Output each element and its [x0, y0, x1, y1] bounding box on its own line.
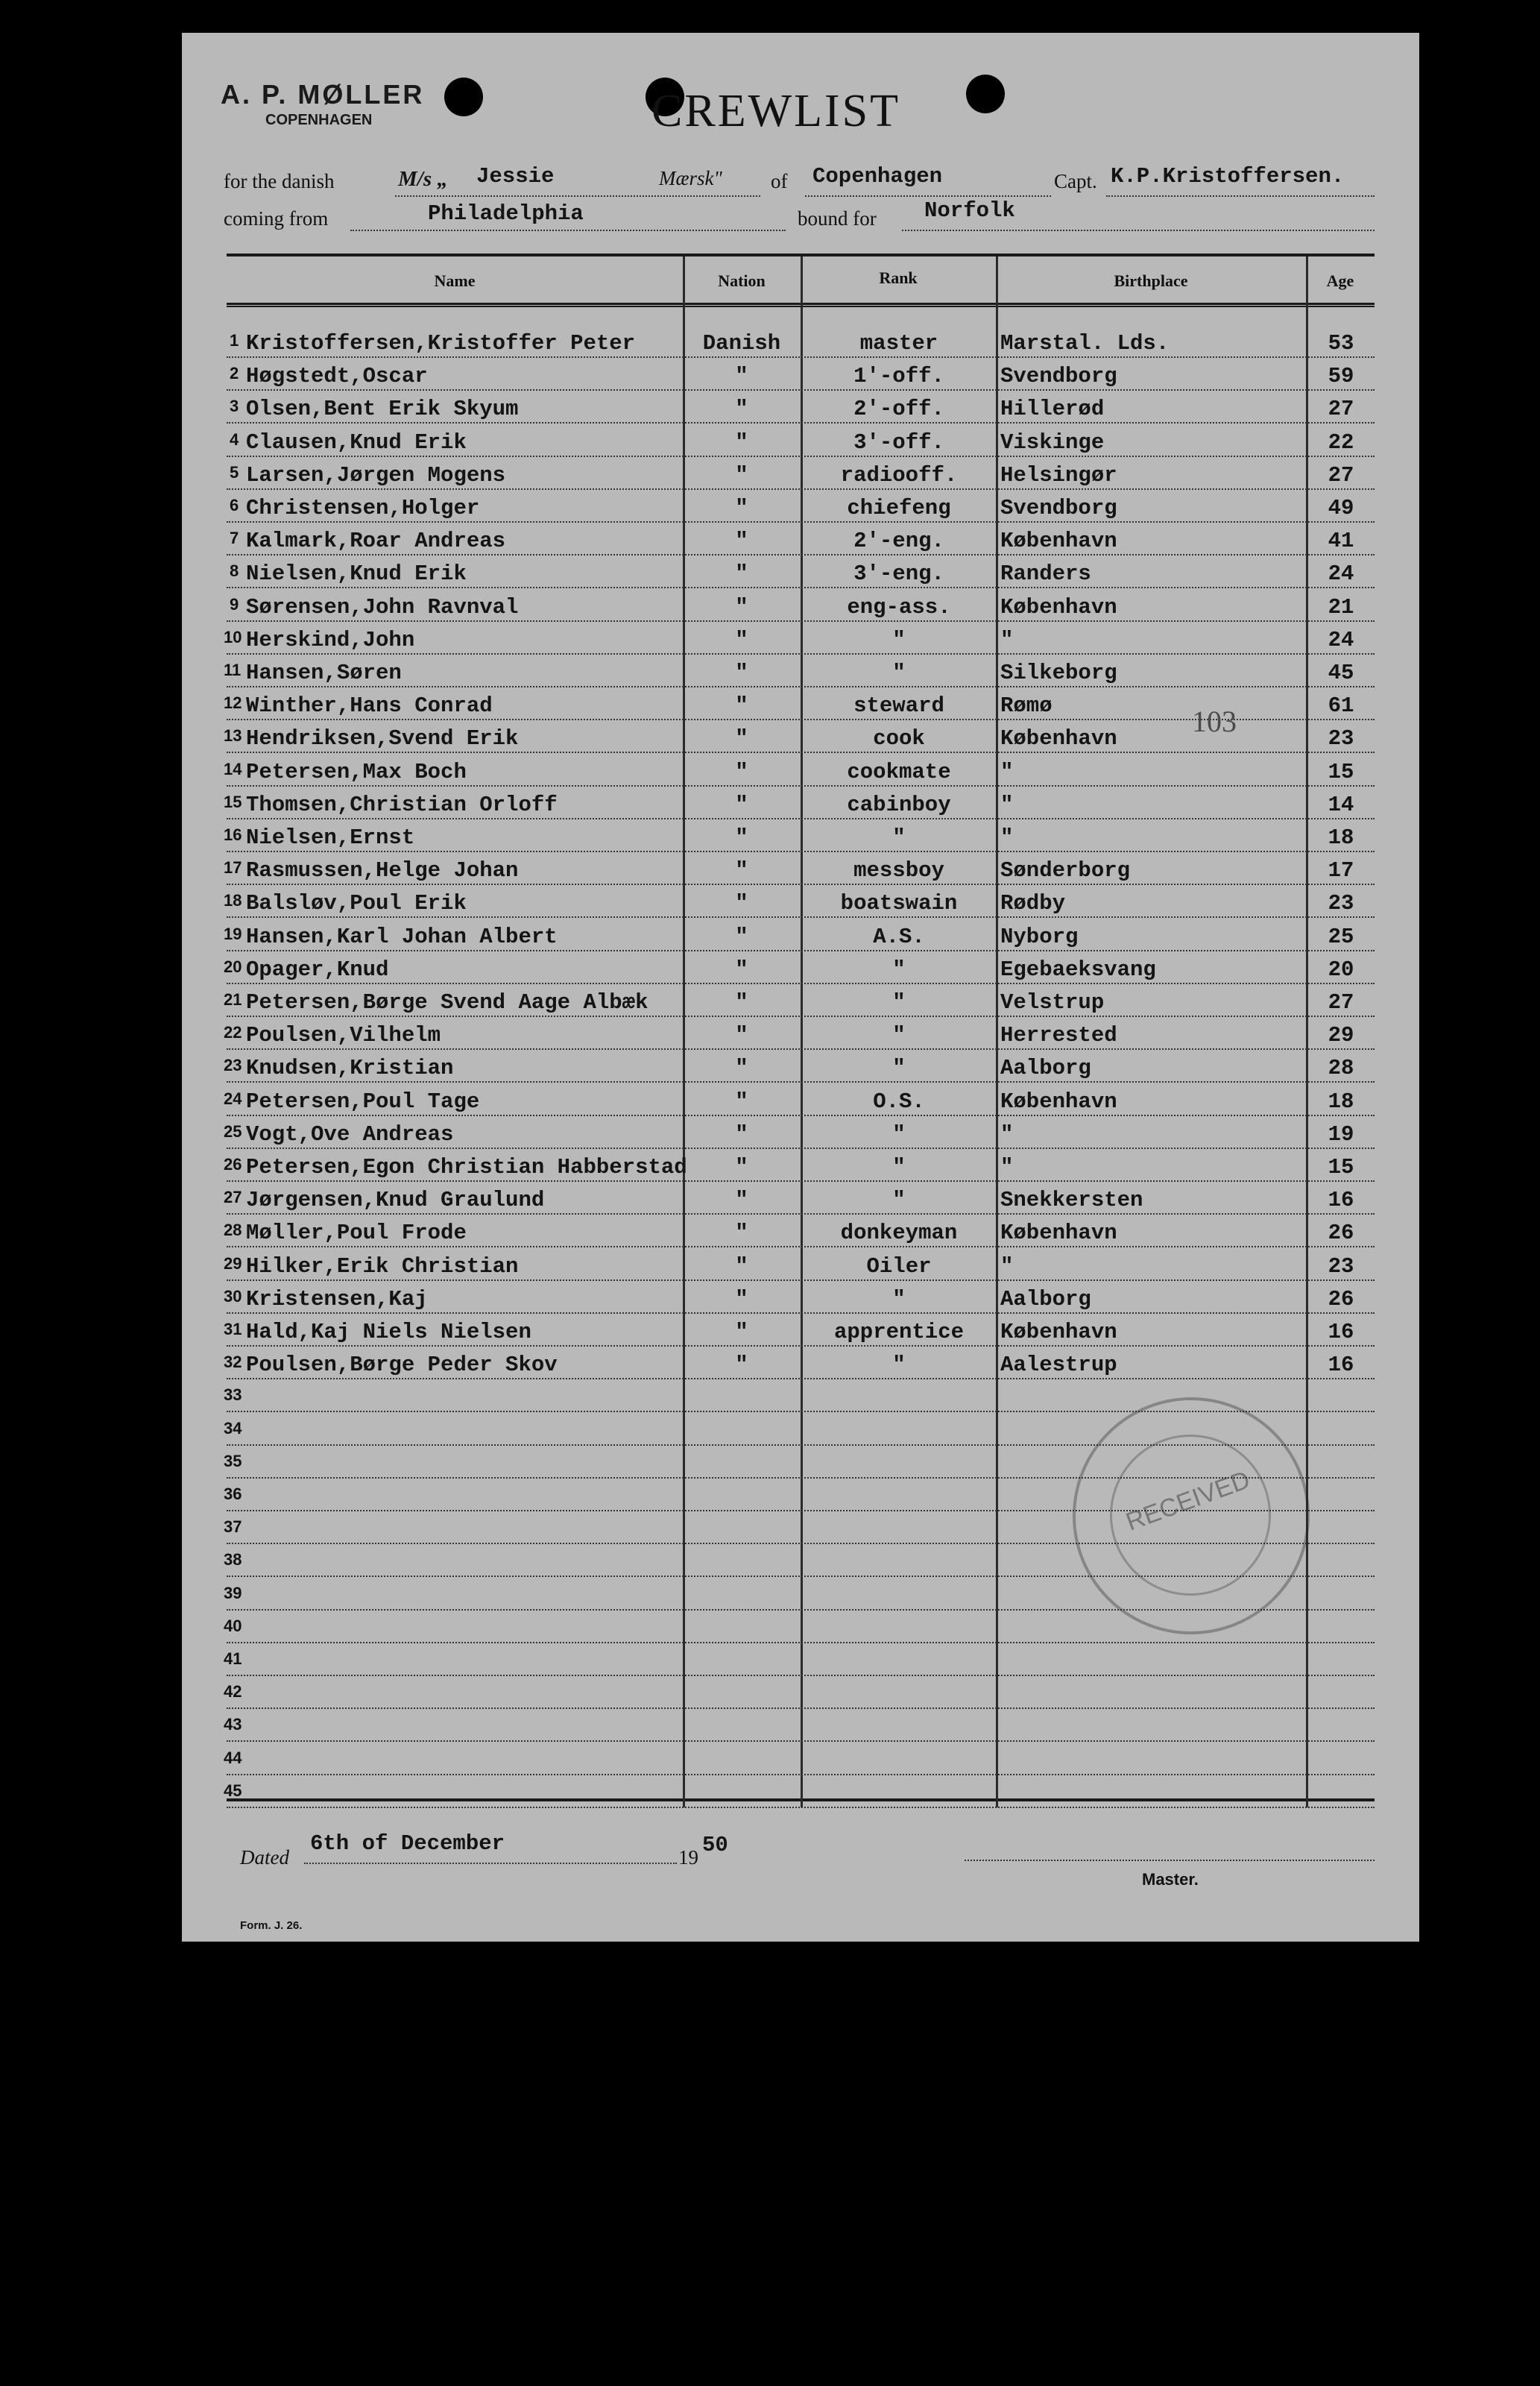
crew-birthplace: København — [1000, 1320, 1117, 1344]
row-rule — [227, 1312, 1375, 1314]
row-rule — [227, 1675, 1375, 1676]
crew-nation: " — [735, 1122, 748, 1147]
crew-birthplace: Velstrup — [1000, 990, 1105, 1015]
crew-birthplace: Randers — [1000, 561, 1091, 586]
crew-age: 27 — [1328, 397, 1354, 421]
crew-nation: " — [735, 1353, 748, 1377]
crew-name: Petersen,Egon Christian Habberstad — [246, 1155, 687, 1180]
crew-nation: " — [735, 1254, 748, 1279]
row-number: 10 — [224, 628, 242, 646]
crew-age: 26 — [1328, 1221, 1354, 1245]
crew-age: 16 — [1328, 1188, 1354, 1212]
row-rule — [227, 521, 1375, 523]
crew-nation: Danish — [702, 331, 781, 356]
row-number: 23 — [224, 1056, 242, 1074]
crew-name: Hansen,Søren — [246, 661, 402, 685]
crew-rank: " — [892, 957, 906, 982]
row-number: 24 — [224, 1089, 242, 1108]
row-number: 28 — [224, 1221, 242, 1239]
row-rule — [227, 818, 1375, 819]
crew-birthplace: Rødby — [1000, 891, 1066, 916]
row-number: 37 — [224, 1517, 242, 1536]
row-rule — [227, 686, 1375, 687]
column-header-rank: Rank — [879, 268, 918, 287]
row-number: 17 — [224, 858, 242, 877]
crew-rank: " — [892, 990, 906, 1015]
row-number: 18 — [224, 891, 242, 910]
row-number: 43 — [224, 1715, 242, 1734]
label-bound-for: bound for — [798, 207, 877, 230]
row-rule — [227, 422, 1375, 424]
captain-name: K.P.Kristoffersen. — [1111, 164, 1345, 189]
row-rule — [227, 1016, 1375, 1017]
crew-birthplace: " — [1000, 628, 1014, 652]
row-number: 4 — [230, 430, 239, 449]
row-number: 38 — [224, 1550, 242, 1569]
crew-birthplace: København — [1000, 595, 1117, 620]
row-number: 20 — [224, 957, 242, 976]
row-rule — [227, 1378, 1375, 1379]
crew-age: 17 — [1328, 858, 1354, 883]
crew-birthplace: " — [1000, 760, 1014, 784]
row-number: 22 — [224, 1023, 242, 1042]
crew-birthplace: " — [1000, 1155, 1014, 1180]
crew-age: 28 — [1328, 1056, 1354, 1080]
crew-nation: " — [735, 397, 748, 421]
crew-age: 41 — [1328, 529, 1354, 553]
crew-rank: master — [859, 331, 938, 356]
row-number: 2 — [230, 364, 239, 383]
crew-name: Kalmark,Roar Andreas — [246, 529, 506, 553]
row-number: 30 — [224, 1287, 242, 1306]
company-name: A. P. MØLLER — [221, 79, 425, 110]
crew-rank: cabinboy — [847, 793, 951, 817]
row-number: 42 — [224, 1682, 242, 1701]
crew-age: 25 — [1328, 925, 1354, 949]
crew-birthplace: Silkeborg — [1000, 661, 1117, 685]
crew-name: Larsen,Jørgen Mogens — [246, 463, 506, 488]
crew-birthplace: København — [1000, 1221, 1117, 1245]
crew-age: 23 — [1328, 891, 1354, 916]
crew-age: 26 — [1328, 1287, 1354, 1312]
crew-nation: " — [735, 693, 748, 718]
row-number: 29 — [224, 1254, 242, 1273]
row-number: 33 — [224, 1385, 242, 1404]
column-header-birthplace: Birthplace — [1114, 271, 1188, 290]
crew-age: 59 — [1328, 364, 1354, 388]
column-header-nation: Nation — [718, 271, 766, 290]
row-rule — [227, 851, 1375, 852]
crew-name: Winther,Hans Conrad — [246, 693, 493, 718]
crew-nation: " — [735, 529, 748, 553]
row-rule — [227, 916, 1375, 918]
crew-name: Opager,Knud — [246, 957, 389, 982]
crew-nation: " — [735, 990, 748, 1015]
crew-nation: " — [735, 561, 748, 586]
crew-rank: Oiler — [866, 1254, 932, 1279]
column-header-age: Age — [1326, 271, 1354, 290]
crew-name: Thomsen,Christian Orloff — [246, 793, 558, 817]
crew-age: 15 — [1328, 760, 1354, 784]
page-number-annotation: 103 — [1192, 705, 1237, 738]
crew-birthplace: " — [1000, 825, 1014, 850]
crew-birthplace: " — [1000, 793, 1014, 817]
crew-birthplace: Svendborg — [1000, 496, 1117, 520]
crew-nation: " — [735, 595, 748, 620]
signature-line — [965, 1860, 1375, 1861]
bound-for-value: Norfolk — [924, 198, 1015, 223]
crew-rank: " — [892, 1056, 906, 1080]
crew-rank: " — [892, 1287, 906, 1312]
crew-birthplace: " — [1000, 1254, 1014, 1279]
crew-nation: " — [735, 760, 748, 784]
row-number: 41 — [224, 1649, 242, 1668]
row-number: 8 — [230, 561, 239, 580]
coming-from-value: Philadelphia — [428, 201, 584, 226]
row-rule — [227, 1148, 1375, 1149]
row-rule — [227, 488, 1375, 490]
crew-name: Hald,Kaj Niels Nielsen — [246, 1320, 531, 1344]
crew-age: 22 — [1328, 430, 1354, 455]
crew-age: 18 — [1328, 1089, 1354, 1114]
row-rule — [227, 620, 1375, 622]
crew-name: Nielsen,Knud Erik — [246, 561, 467, 586]
crew-name: Knudsen,Kristian — [246, 1056, 454, 1080]
crew-nation: " — [735, 463, 748, 488]
vessel-name: Jessie — [476, 164, 555, 189]
crew-age: 19 — [1328, 1122, 1354, 1147]
crew-rank: cookmate — [847, 760, 951, 784]
crew-age: 24 — [1328, 561, 1354, 586]
crew-rank: 3'-eng. — [853, 561, 944, 586]
crew-name: Møller,Poul Frode — [246, 1221, 467, 1245]
crew-age: 23 — [1328, 726, 1354, 751]
crew-age: 45 — [1328, 661, 1354, 685]
crew-rank: 2'-off. — [853, 397, 944, 421]
label-for-the-danish: for the danish — [224, 170, 335, 192]
crew-name: Olsen,Bent Erik Skyum — [246, 397, 519, 421]
crew-name: Christensen,Holger — [246, 496, 480, 520]
row-rule — [227, 1807, 1375, 1808]
crew-name: Sørensen,John Ravnval — [246, 595, 519, 620]
row-rule — [227, 1707, 1375, 1709]
row-number: 34 — [224, 1419, 242, 1438]
row-rule — [227, 884, 1375, 885]
crew-rank: " — [892, 1122, 906, 1147]
crew-name: Hendriksen,Svend Erik — [246, 726, 519, 751]
crew-nation: " — [735, 628, 748, 652]
crew-nation: " — [735, 957, 748, 982]
row-rule — [227, 1774, 1375, 1775]
row-number: 6 — [230, 496, 239, 514]
crew-birthplace: København — [1000, 726, 1117, 751]
crew-age: 16 — [1328, 1353, 1354, 1377]
crew-rank: eng-ass. — [847, 595, 951, 620]
crew-rank: " — [892, 628, 906, 652]
row-rule — [227, 1213, 1375, 1215]
row-rule — [227, 1642, 1375, 1643]
crew-nation: " — [735, 496, 748, 520]
crew-nation: " — [735, 925, 748, 949]
crew-age: 53 — [1328, 331, 1354, 356]
crew-age: 15 — [1328, 1155, 1354, 1180]
crew-name: Petersen,Poul Tage — [246, 1089, 480, 1114]
crew-age: 27 — [1328, 990, 1354, 1015]
crew-birthplace: Hillerød — [1000, 397, 1105, 421]
crew-nation: " — [735, 430, 748, 455]
row-number: 32 — [224, 1353, 242, 1371]
crew-name: Rasmussen,Helge Johan — [246, 858, 519, 883]
crew-birthplace: Rømø — [1000, 693, 1053, 718]
crew-rank: 1'-off. — [853, 364, 944, 388]
crew-birthplace: " — [1000, 1122, 1014, 1147]
row-number: 35 — [224, 1452, 242, 1470]
row-number: 7 — [230, 529, 239, 547]
crew-birthplace: Viskinge — [1000, 430, 1105, 455]
crew-rank: A.S. — [873, 925, 925, 949]
row-rule — [227, 554, 1375, 555]
crew-nation: " — [735, 825, 748, 850]
stamp-text: RECEIVED — [1122, 1465, 1254, 1537]
crew-age: 14 — [1328, 793, 1354, 817]
crew-rank: 3'-off. — [853, 430, 944, 455]
crew-name: Balsløv,Poul Erik — [246, 891, 467, 916]
row-rule — [227, 983, 1375, 984]
crew-rank: O.S. — [873, 1089, 925, 1114]
vessel-suffix: Mærsk" — [659, 167, 722, 189]
row-number: 11 — [224, 661, 242, 679]
crew-name: Hilker,Erik Christian — [246, 1254, 519, 1279]
crew-rank: 2'-eng. — [853, 529, 944, 553]
form-code: Form. J. 26. — [240, 1919, 303, 1932]
row-number: 5 — [230, 463, 239, 482]
crew-rank: " — [892, 1023, 906, 1048]
crew-nation: " — [735, 1023, 748, 1048]
home-port: Copenhagen — [812, 164, 943, 189]
row-rule — [227, 785, 1375, 787]
row-number: 27 — [224, 1188, 242, 1206]
crew-birthplace: Sønderborg — [1000, 858, 1131, 883]
label-dated: Dated — [240, 1846, 289, 1869]
crew-birthplace: Aalestrup — [1000, 1353, 1117, 1377]
row-number: 14 — [224, 760, 242, 778]
row-number: 12 — [224, 693, 242, 712]
crew-name: Kristensen,Kaj — [246, 1287, 428, 1312]
crew-nation: " — [735, 1056, 748, 1080]
crew-birthplace: København — [1000, 529, 1117, 553]
crew-name: Poulsen,Børge Peder Skov — [246, 1353, 558, 1377]
crew-age: 27 — [1328, 463, 1354, 488]
column-header-name: Name — [434, 271, 476, 290]
row-rule — [227, 1279, 1375, 1281]
row-number: 9 — [230, 595, 239, 614]
underline — [304, 1863, 677, 1864]
row-number: 25 — [224, 1122, 242, 1141]
crew-name: Høgstedt,Oscar — [246, 364, 428, 388]
row-number: 21 — [224, 990, 242, 1009]
crew-birthplace: Svendborg — [1000, 364, 1117, 388]
crew-nation: " — [735, 1188, 748, 1212]
row-rule — [227, 950, 1375, 951]
crew-rank: " — [892, 1188, 906, 1212]
crew-name: Petersen,Max Boch — [246, 760, 467, 784]
row-rule — [227, 1740, 1375, 1742]
crew-age: 29 — [1328, 1023, 1354, 1048]
row-rule — [227, 1081, 1375, 1083]
company-city: COPENHAGEN — [265, 112, 373, 128]
label-master: Master. — [1142, 1870, 1199, 1889]
crew-rank: cook — [873, 726, 925, 751]
crew-birthplace: Aalborg — [1000, 1287, 1091, 1312]
row-rule — [227, 653, 1375, 655]
crew-name: Poulsen,Vilhelm — [246, 1023, 441, 1048]
crew-age: 20 — [1328, 957, 1354, 982]
crew-age: 16 — [1328, 1320, 1354, 1344]
year-prefix: 19 — [678, 1846, 698, 1869]
row-number: 45 — [224, 1781, 242, 1800]
row-rule — [227, 587, 1375, 588]
crew-birthplace: København — [1000, 1089, 1117, 1114]
row-number: 15 — [224, 793, 242, 811]
crew-age: 21 — [1328, 595, 1354, 620]
label-capt: Capt. — [1054, 170, 1097, 192]
year-suffix: 50 — [702, 1833, 728, 1857]
row-rule — [227, 456, 1375, 457]
row-number: 13 — [224, 726, 242, 745]
crew-nation: " — [735, 858, 748, 883]
row-number: 40 — [224, 1617, 242, 1635]
row-number: 44 — [224, 1748, 242, 1767]
crew-rank: " — [892, 1353, 906, 1377]
row-number: 3 — [230, 397, 239, 415]
crew-rank: chiefeng — [847, 496, 951, 520]
label-of: of — [771, 170, 788, 192]
crew-rank: " — [892, 1155, 906, 1180]
crew-rank: boatswain — [840, 891, 958, 916]
crew-name: Hansen,Karl Johan Albert — [246, 925, 558, 949]
row-rule — [227, 1115, 1375, 1116]
crew-birthplace: Aalborg — [1000, 1056, 1091, 1080]
row-rule — [227, 1048, 1375, 1050]
crew-birthplace: Nyborg — [1000, 925, 1079, 949]
crew-nation: " — [735, 1155, 748, 1180]
crew-nation: " — [735, 726, 748, 751]
crew-birthplace: Marstal. Lds. — [1000, 331, 1170, 356]
crew-nation: " — [735, 793, 748, 817]
crew-rank: " — [892, 825, 906, 850]
crew-name: Clausen,Knud Erik — [246, 430, 467, 455]
crew-rank: radiooff. — [840, 463, 958, 488]
label-coming-from: coming from — [224, 207, 329, 230]
row-rule — [227, 1345, 1375, 1347]
row-number: 19 — [224, 925, 242, 943]
document-title: CREWLIST — [651, 86, 900, 136]
row-rule — [227, 356, 1375, 358]
crew-nation: " — [735, 891, 748, 916]
crew-name: Kristoffersen,Kristoffer Peter — [246, 331, 636, 356]
crew-nation: " — [735, 661, 748, 685]
crew-name: Jørgensen,Knud Graulund — [246, 1188, 545, 1212]
vessel-prefix: M/s „ — [398, 167, 448, 191]
crew-nation: " — [735, 364, 748, 388]
row-number: 1 — [230, 331, 239, 350]
crew-birthplace: Herrested — [1000, 1023, 1117, 1048]
crew-name: Petersen,Børge Svend Aage Albæk — [246, 990, 648, 1015]
crew-name: Herskind,John — [246, 628, 415, 652]
row-rule — [227, 1246, 1375, 1247]
crew-rank: donkeyman — [840, 1221, 958, 1245]
crew-age: 61 — [1328, 693, 1354, 718]
crew-birthplace: Helsingør — [1000, 463, 1117, 488]
crew-age: 18 — [1328, 825, 1354, 850]
crew-table-body — [182, 33, 1419, 1942]
row-number: 36 — [224, 1485, 242, 1503]
crew-rank: messboy — [853, 858, 944, 883]
row-number: 26 — [224, 1155, 242, 1174]
row-number: 31 — [224, 1320, 242, 1338]
crew-nation: " — [735, 1287, 748, 1312]
crew-age: 24 — [1328, 628, 1354, 652]
crew-age: 23 — [1328, 1254, 1354, 1279]
row-number: 16 — [224, 825, 242, 844]
crew-rank: apprentice — [833, 1320, 965, 1344]
crewlist-document — [182, 33, 1419, 1942]
crew-rank: steward — [853, 693, 944, 718]
crew-age: 49 — [1328, 496, 1354, 520]
row-number: 39 — [224, 1584, 242, 1602]
crew-nation: " — [735, 1089, 748, 1114]
row-rule — [227, 752, 1375, 753]
crew-nation: " — [735, 1221, 748, 1245]
crew-birthplace: Snekkersten — [1000, 1188, 1143, 1212]
crew-nation: " — [735, 1320, 748, 1344]
crew-birthplace: Egebaeksvang — [1000, 957, 1156, 982]
crew-name: Nielsen,Ernst — [246, 825, 415, 850]
date-value: 6th of December — [310, 1831, 505, 1856]
crew-name: Vogt,Ove Andreas — [246, 1122, 454, 1147]
row-rule — [227, 389, 1375, 391]
row-rule — [227, 1180, 1375, 1182]
crew-rank: " — [892, 661, 906, 685]
